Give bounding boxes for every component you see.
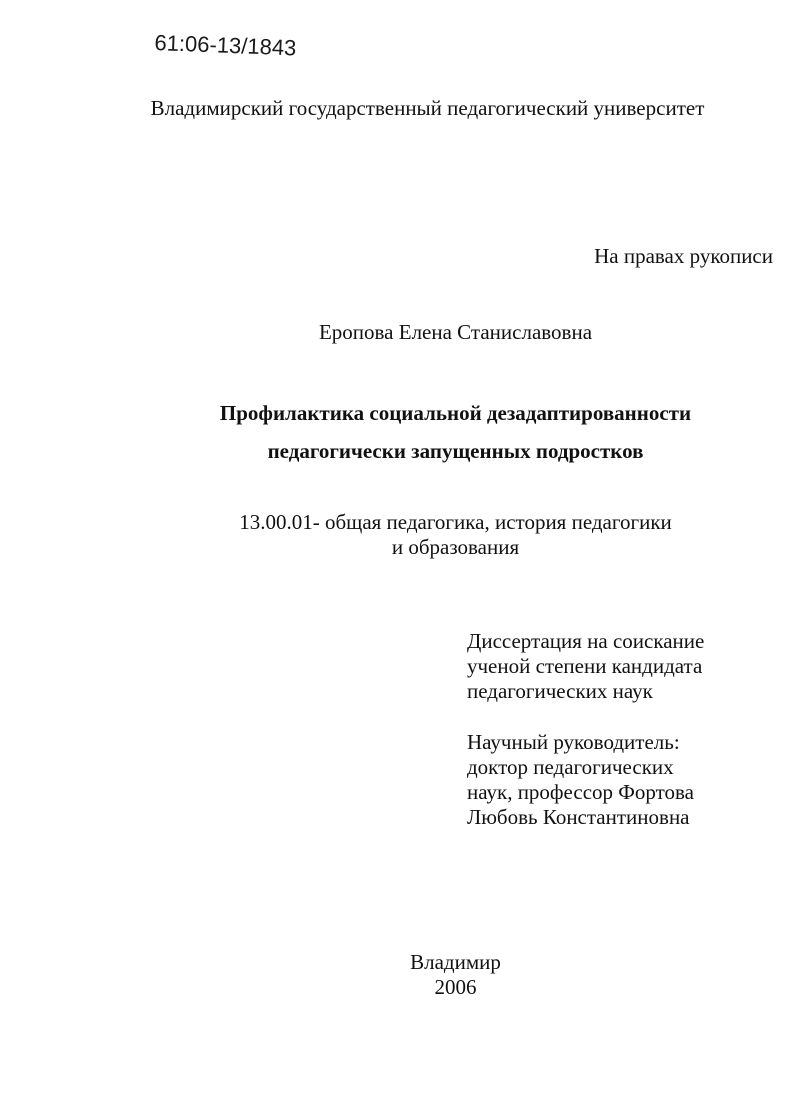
catalog-number: 61:06-13/1843: [154, 30, 297, 61]
author-name: Еропова Елена Станиславовна: [318, 320, 593, 344]
publication-year: 2006: [434, 975, 477, 999]
city-name: Владимир: [410, 950, 501, 974]
supervisor-line-3: наук, профессор Фортова: [467, 780, 694, 804]
supervisor-line-4: Любовь Константиновна: [467, 805, 690, 829]
university-name: Владимирский государственный педагогический университет: [150, 96, 705, 120]
supervisor-block: [467, 730, 694, 830]
degree-line-2: ученой степени кандидата: [467, 654, 703, 678]
specialty-line-1: 13.00.01- общая педагогика, история педагогики: [239, 510, 672, 534]
city-year-block: [0, 950, 797, 1000]
title-line-1: Профилактика социальной дезадаптированности: [219, 401, 692, 425]
supervisor-line-2: доктор педагогических: [467, 755, 674, 779]
title-line-2: педагогически запущенных подростков: [267, 439, 644, 463]
specialty-code: [0, 510, 797, 560]
supervisor-line-1: Научный руководитель:: [467, 730, 680, 754]
degree-line-3: педагогических наук: [467, 679, 653, 703]
manuscript-rights-label: На правах рукописи: [594, 244, 773, 268]
dissertation-degree-block: [467, 629, 704, 704]
degree-line-1: Диссертация на соискание: [467, 629, 705, 653]
specialty-line-2: и образования: [391, 535, 520, 559]
dissertation-title: [0, 394, 797, 470]
